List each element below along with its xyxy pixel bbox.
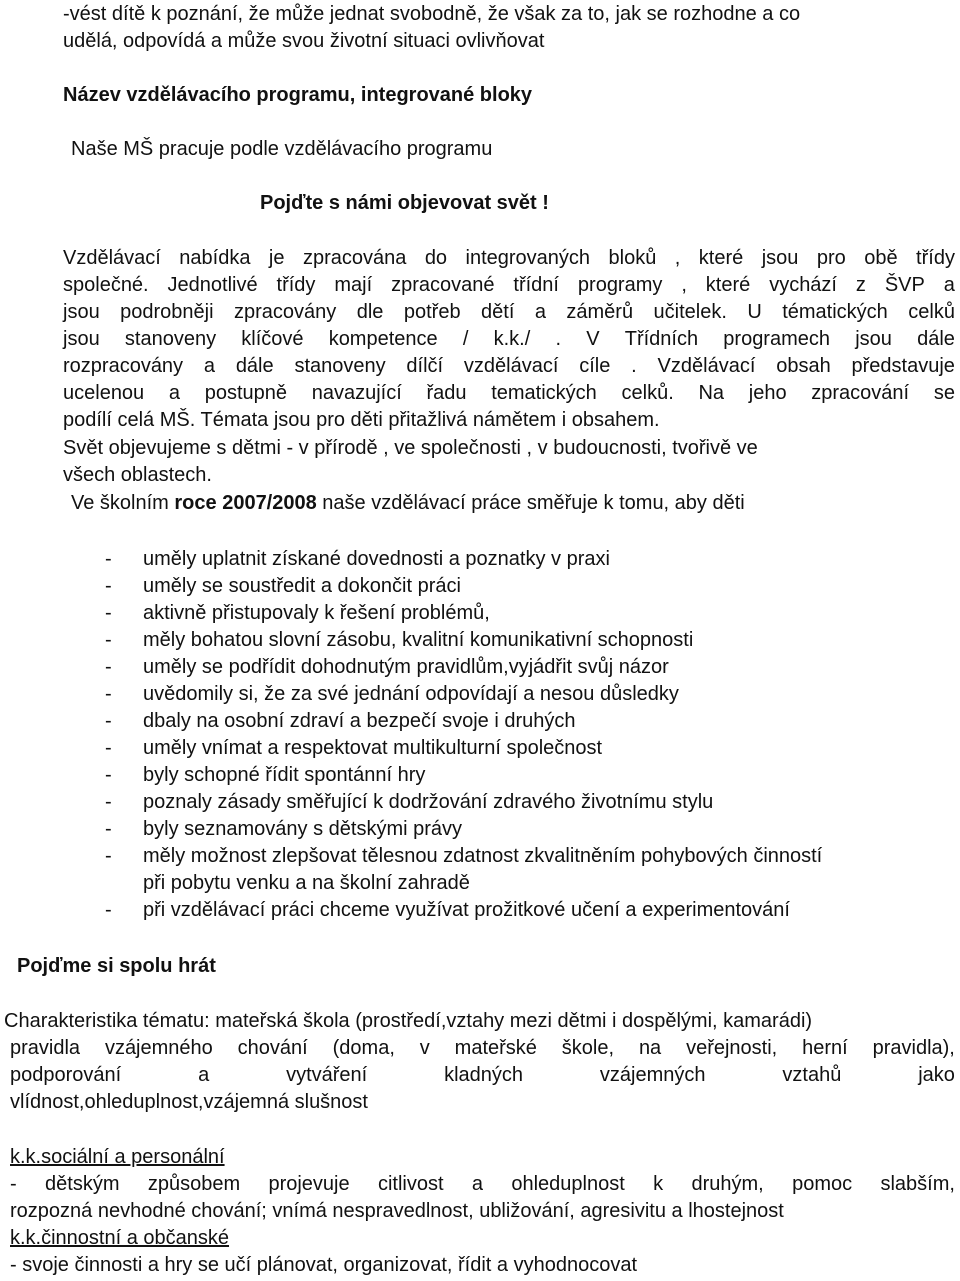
list-dash: -	[105, 629, 112, 651]
kk-social-line-1	[10, 1171, 955, 1198]
word: vychází	[769, 274, 837, 296]
word: mají	[334, 274, 373, 296]
word: ,	[681, 274, 687, 296]
word: programy	[577, 274, 663, 296]
word: pravidla	[10, 1037, 81, 1059]
program-para2-line3	[63, 326, 955, 353]
word: chování	[237, 1037, 308, 1059]
word: a	[534, 301, 546, 323]
word: V	[586, 328, 600, 350]
word: pomoc	[792, 1173, 853, 1195]
word: podrobněji	[120, 301, 214, 323]
program-para3-line2: všech oblastech.	[63, 464, 212, 486]
word: do	[424, 247, 448, 269]
word: .	[631, 355, 637, 377]
word: dětí	[481, 301, 515, 323]
list-item	[105, 816, 955, 843]
word: citlivost	[377, 1173, 444, 1195]
list-item	[105, 789, 955, 816]
list-item-text: uvědomily si, že za své jednání odpovídají a nesou důsledky	[143, 683, 679, 705]
characteristic-line-3	[10, 1062, 955, 1089]
word: dílčí	[406, 355, 444, 377]
word: ucelenou	[63, 382, 145, 404]
word: a	[471, 1173, 484, 1195]
word: jsou	[761, 247, 799, 269]
word: třídní	[513, 274, 559, 296]
word: potřeb	[403, 301, 461, 323]
kk-social-line-2: rozpozná nevhodné chování; vnímá nespravedlnost, ubližování, agresivitu a lhostejnost	[10, 1200, 784, 1222]
program-para2-line1	[63, 272, 955, 299]
list-dash: -	[105, 575, 112, 597]
word: Vzdělávací	[63, 247, 161, 269]
program-para2-line6: podílí celá MŠ. Témata jsou pro děti přitažlivá námětem i obsahem.	[63, 409, 660, 431]
program-para1-line1	[63, 245, 955, 272]
kk-civic-line-1: - svoje činnosti a hry se učí plánovat, organizovat, řídit a vyhodnocovat	[10, 1254, 638, 1276]
list-item-text: při vzdělávací práci chceme využívat prožitkové učení a experimentování	[143, 899, 790, 921]
word: dále	[917, 328, 955, 350]
word: navazující	[311, 382, 402, 404]
word: dle	[356, 301, 384, 323]
list-dash: -	[105, 899, 112, 921]
word: klíčové	[241, 328, 304, 350]
word: které	[698, 247, 744, 269]
school-year-prefix: Ve školním	[71, 492, 175, 514]
school-year-bold: roce 2007/2008	[174, 492, 317, 514]
list-item-text: uměly se podřídit dohodnutým pravidlům,vyjádřit svůj názor	[143, 656, 669, 678]
word: v	[419, 1037, 430, 1059]
word: veřejnosti,	[686, 1037, 778, 1059]
list-dash: -	[105, 845, 112, 867]
characteristic-line-2	[10, 1035, 955, 1062]
word: vytváření	[286, 1064, 368, 1086]
word: a	[943, 274, 955, 296]
word: ŠVP	[884, 274, 925, 296]
word: /	[462, 328, 469, 350]
word: herní	[802, 1037, 848, 1059]
word: druhým,	[691, 1173, 764, 1195]
list-item-text: uměly vnímat a respektovat multikulturní společnost	[143, 737, 603, 759]
list-dash: -	[105, 683, 112, 705]
word: a	[203, 355, 215, 377]
characteristic-line-4: vlídnost,ohleduplnost,vzájemná slušnost	[10, 1091, 368, 1113]
kk-civic-heading: k.k.činnostní a občanské	[10, 1227, 230, 1249]
word: třídy	[916, 247, 955, 269]
word: Vzdělávací	[657, 355, 756, 377]
word: je	[268, 247, 285, 269]
word: způsobem	[147, 1173, 241, 1195]
word: programech	[723, 328, 830, 350]
word: řadu	[426, 382, 467, 404]
word: ,	[674, 247, 681, 269]
list-item-text: uměly se soustředit a dokončit práci	[143, 575, 461, 597]
word: Jednotlivé	[167, 274, 258, 296]
word: Třídních	[624, 328, 699, 350]
list-dash: -	[105, 656, 112, 678]
word: jsou	[63, 301, 100, 323]
word: na	[638, 1037, 662, 1059]
list-dash: -	[105, 710, 112, 732]
program-para2-line4	[63, 353, 955, 380]
word: a	[198, 1064, 210, 1086]
word: z	[855, 274, 866, 296]
list-item	[105, 897, 955, 924]
list-item	[105, 627, 955, 654]
word: celků.	[621, 382, 674, 404]
word: kompetence	[328, 328, 438, 350]
word: dále	[235, 355, 274, 377]
word: učitelek.	[653, 301, 727, 323]
list-item-text: poznaly zásady směřující k dodržování zdravého životnímu stylu	[143, 791, 714, 813]
list-item	[105, 735, 955, 762]
list-item	[105, 654, 955, 681]
list-item-text: aktivně přistupovaly k řešení problémů,	[143, 602, 490, 624]
word: se	[933, 382, 955, 404]
word: (doma,	[332, 1037, 395, 1059]
list-item-text: byly seznamovány s dětskými právy	[143, 818, 463, 840]
school-year-suffix: naše vzdělávací práce směřuje k tomu, aby děti	[316, 492, 745, 514]
word: kladných	[444, 1064, 524, 1086]
list-dash: -	[105, 602, 112, 624]
list-item	[105, 708, 955, 735]
goals-list	[105, 546, 955, 924]
word: celků	[908, 301, 955, 323]
word: společné.	[63, 274, 149, 296]
word: podporování	[10, 1064, 122, 1086]
list-item	[105, 681, 955, 708]
word: bloků	[608, 247, 657, 269]
word: vzájemných	[599, 1064, 706, 1086]
list-item	[105, 573, 955, 600]
word: zpracované	[391, 274, 495, 296]
word: -	[10, 1173, 17, 1195]
program-para3-line1: Svět objevujeme s dětmi - v přírodě , ve společnosti , v budoucnosti, tvořivě ve	[63, 437, 758, 459]
program-intro: Naše MŠ pracuje podle vzdělávacího programu	[71, 138, 493, 160]
list-item	[105, 546, 955, 573]
list-dash: -	[105, 818, 112, 840]
list-dash: -	[105, 548, 112, 570]
word: a	[168, 382, 181, 404]
word: nabídka	[179, 247, 251, 269]
word: mateřské	[454, 1037, 537, 1059]
word: dětským	[45, 1173, 120, 1195]
word: slabším,	[880, 1173, 955, 1195]
word: tématických	[782, 301, 888, 323]
word: jeho	[748, 382, 787, 404]
word: třídy	[276, 274, 316, 296]
word: .	[555, 328, 562, 350]
word: zpracována	[302, 247, 407, 269]
list-item-text: byly schopné řídit spontánní hry	[143, 764, 426, 786]
word: stanoveny	[294, 355, 386, 377]
list-item-text: měly možnost zlepšovat tělesnou zdatnost zkvalitněním pohybových činností	[143, 845, 823, 867]
word: postupně	[204, 382, 288, 404]
list-item-text: uměly uplatnit získané dovednosti a poznatky v praxi	[143, 548, 610, 570]
list-item	[105, 600, 955, 627]
word: k.k./	[493, 328, 531, 350]
program-heading: Název vzdělávacího programu, integrované bloky	[63, 84, 533, 106]
word: jsou	[855, 328, 892, 350]
program-para2-line5	[63, 380, 955, 407]
word: pro	[816, 247, 846, 269]
program-para2-line2	[63, 299, 955, 326]
word: Na	[698, 382, 725, 404]
list-item	[105, 843, 955, 870]
word: obsah	[776, 355, 831, 377]
intro-line-1: -vést dítě k poznání, že může jednat svobodně, že však za to, jak se rozhodne a co	[63, 3, 801, 25]
characteristic-line-1: Charakteristika tématu: mateřská škola (prostředí,vztahy mezi dětmi i dospělými, kamarádi)	[4, 1010, 813, 1032]
word: zpracování	[811, 382, 910, 404]
word: obě	[864, 247, 898, 269]
list-dash: -	[105, 764, 112, 786]
word: vzdělávací	[463, 355, 559, 377]
program-title: Pojďte s námi objevovat svět !	[260, 192, 549, 214]
word: záměrů	[566, 301, 634, 323]
word: představuje	[851, 355, 955, 377]
list-dash: -	[105, 791, 112, 813]
list-item-text: dbaly na osobní zdraví a bezpečí svoje i druhých	[143, 710, 576, 732]
list-item	[105, 762, 955, 789]
word: projevuje	[268, 1173, 350, 1195]
word: vztahů	[782, 1064, 842, 1086]
word: stanoveny	[124, 328, 217, 350]
intro-line-2: udělá, odpovídá a může svou životní situaci ovlivňovat	[63, 30, 545, 52]
list-item	[105, 870, 955, 897]
word: jako	[918, 1064, 955, 1086]
word: pravidla),	[872, 1037, 955, 1059]
word: k	[653, 1173, 664, 1195]
word: tematických	[491, 382, 597, 404]
word: cíle	[579, 355, 611, 377]
school-year-sentence	[71, 490, 745, 517]
word: které	[705, 274, 751, 296]
list-item-text: při pobytu venku a na školní zahradě	[143, 872, 470, 894]
word: zpracovány	[234, 301, 337, 323]
kk-social-heading: k.k.sociální a personální	[10, 1146, 225, 1168]
word: rozpracovány	[63, 355, 184, 377]
list-dash: -	[105, 737, 112, 759]
word: jsou	[63, 328, 100, 350]
word: škole,	[561, 1037, 615, 1059]
word: vzájemného	[104, 1037, 213, 1059]
word: ohleduplnost	[511, 1173, 625, 1195]
word: integrovaných	[465, 247, 591, 269]
list-item-text: měly bohatou slovní zásobu, kvalitní komunikativní schopnosti	[143, 629, 694, 651]
word: U	[747, 301, 762, 323]
block-heading: Pojďme si spolu hrát	[17, 955, 216, 977]
